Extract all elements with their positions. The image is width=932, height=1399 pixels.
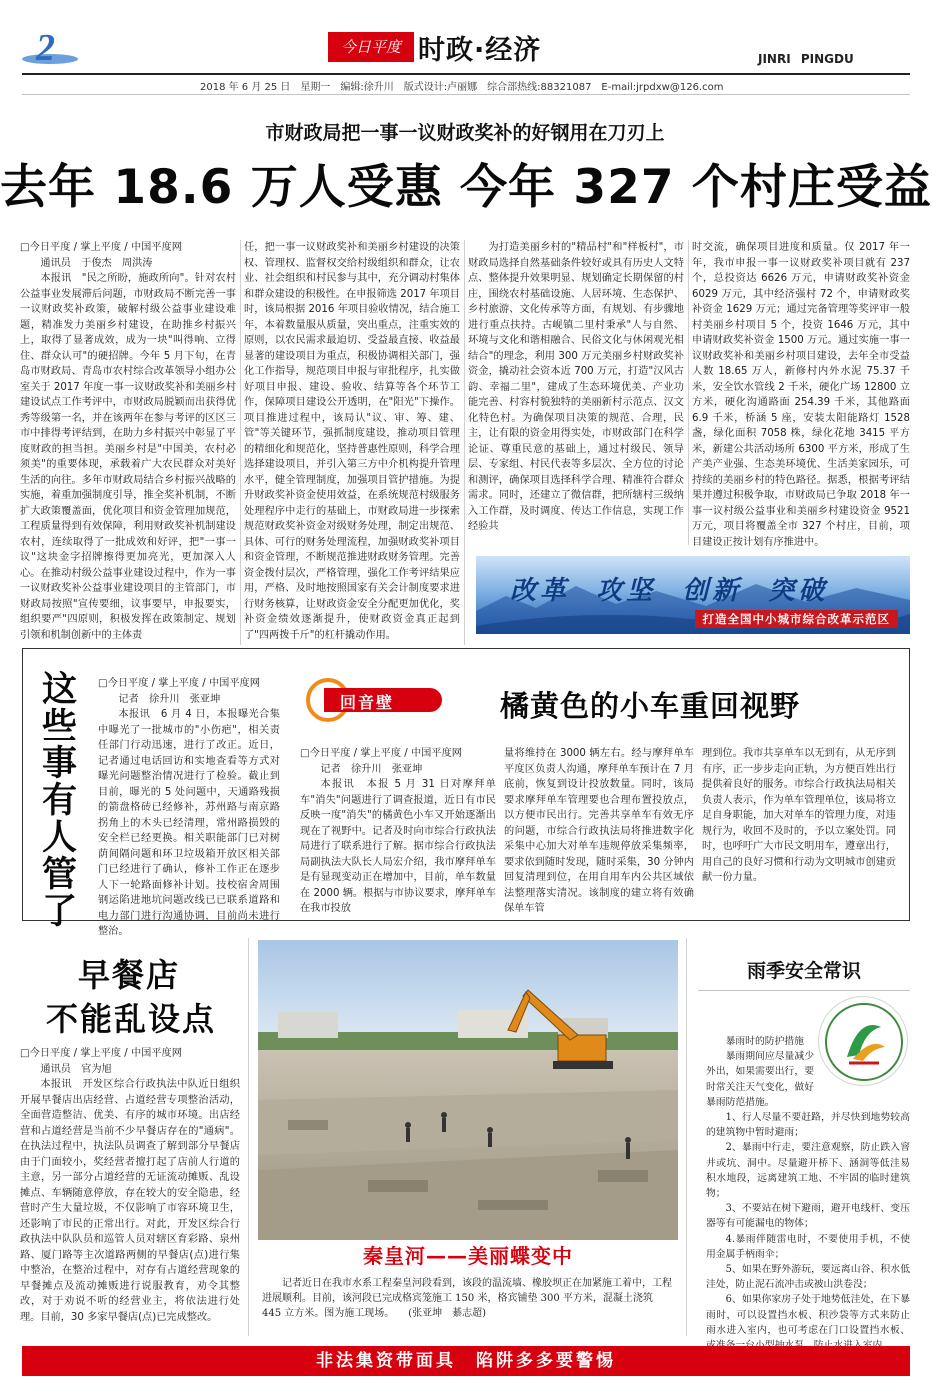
info-line: 2018 年 6 月 25 日 星期一 编辑:徐升川 版式设计:卢丽娜 综合部热线:88321087 E-mail:jrpdxw@126.com xyxy=(200,82,724,93)
construction-photo xyxy=(258,940,678,1240)
ribbon-text: 回音壁 xyxy=(340,693,395,712)
photo-credit: (张亚坤 綦志超) xyxy=(408,1308,487,1319)
rainy-item: 1、行人尽量不要赶路，并尽快到地势较高的建筑物中暂时避雨； xyxy=(706,1112,910,1139)
page-number xyxy=(20,26,80,70)
lead-column-1 xyxy=(20,240,236,645)
photo-caption-text: 记者近日在我市水系工程秦皇河段看到，该段的温流墙、橡胶坝正在加紧施工着中，工程进展顺利。目前，该河段已完成格宾笼施工 150 米，格宾铺垫 300 平方米，混凝土浇筑 445 立方米。图为施工现场。 xyxy=(262,1278,672,1319)
col-divider xyxy=(686,938,687,1336)
pinyin-title: JINRI PINGDU xyxy=(758,52,854,66)
rainy-item: 4.暴雨伴随雷电时，不要使用手机，不使用金属手柄雨伞； xyxy=(706,1233,910,1260)
footer-slogan: 非法集资带面具 陷阱多多要警惕 xyxy=(316,1351,616,1371)
breakfast-title-1: 早餐店 xyxy=(78,956,181,994)
lead-source: □今日平度 / 掌上平度 / 中国平度网 xyxy=(20,242,182,253)
photo-title: 秦皇河——美丽蝶变中 xyxy=(363,1244,573,1268)
section-title: 时政·经济 xyxy=(418,35,542,66)
lead-text-3: 为打造美丽乡村的"精品村"和"样板村"，市财政局选择自然基础条件较好或具有历史人文特点、整体提升效果明显、规划确定长期保留的村庄，围绕农村基础设施、人居环境、生态保护、乡村旅游、文化传承等方面，有规划、有步骤地进行重点扶持。古岘镇二里村秉承"人与自然、环境与文化和谐相融合、民俗文化与休闲观光相结合"的理念，利用 300 万元美丽乡村财政奖补资金，撬动社会资本近 700 万元，打造"汉风古韵、幸福二里"，建成了生态环境优美、产业功能完善、村容村貌独特的美丽新村示范点、汉文化特色村。为确保项目决策的规范、合理，民主，让有限的资金用得实处，市财政部门在科学论证、尊重民意的基础上，通过村级民、领导层、专家组、村民代表等多层次、全方位的讨论和测评，确保项目选择科学合理、精准符合群众需求。同时，还建立了微信群，把所辖村三级纳入工作群，及时调度、传达工作信息，实现工作经验共 xyxy=(468,242,684,532)
photo-caption xyxy=(262,1276,674,1321)
lead-column-4 xyxy=(692,240,910,548)
rainy-rule xyxy=(698,990,910,991)
breakfast-title-2: 不能乱设点 xyxy=(46,1000,217,1038)
rainy-title: 雨季安全常识 xyxy=(746,960,861,982)
rainy-item: 5、如果在野外游玩，要远离山谷、积水低洼处，防止泥石流冲击或被山洪卷没； xyxy=(706,1264,910,1291)
story2-text-1: 本报讯 本报 5 月 31 日对摩拜单车"消失"问题进行了调查报道，近日有市民反映一度"消失"的橘黄色小车又开始逐渐出现在了视野中。记者及时向市综合行政执法局进行了联系进行了解。据市综合行政执法局副执法大队长人局宏介绍，我市摩拜单车是有显现变动正在增加中，目前，单车数量在 2000 辆。根据与市协议要求，摩拜单车在我市投放 xyxy=(300,779,496,914)
story1-text: 本报讯 6 月 4 日，本报曝光合集中曝光了一批城市的"小伤疤"，相关责任部门行动迅速，进行了改正。近日，记者通过电话回访和实地查看等方式对曝光问题整治情况进行了检验。截止到目前，曝光的 5 处问题中，天通路残损的箭盘格砖已经修补，苏州路与南京路拐角上的木头已经清理，常州路损毁的安全栏已经更换。相关职能部门已对树荫间隔问题和环卫垃圾箱开放区相关部门已经进行了确认，修补工作正在逐步人下一轮路面修补计划。技校宿舍周围钢运陷进地坑问题改线已已联系道路和电力部门进行沟通协调，目前尚未进行整治。 xyxy=(98,709,280,937)
col-divider xyxy=(240,240,241,645)
info-rule xyxy=(22,94,910,95)
page-number-digit: 2 xyxy=(36,27,55,69)
rainy-item: 3、不要站在树下避雨，避开电线杆、变压器等有可能漏电的物体； xyxy=(706,1203,910,1230)
feedback-story-2-col-3 xyxy=(702,746,896,906)
rainy-item: 6、如果你家房子处于地势低洼处，在下暴雨时，可以设置挡水板、积沙袋等方式来防止雨水进入室内，也可考虑在门口设置挡水板、 xyxy=(706,1294,910,1336)
logo-text: 今日平度 xyxy=(340,38,401,56)
masthead-rule xyxy=(22,73,910,75)
feedback-vertical-title: 这些事有人管了 xyxy=(42,670,78,932)
banner-subtitle: 打造全国中小城市综合改革示范区 xyxy=(695,610,899,628)
feedback-story-2-col-1 xyxy=(300,746,496,914)
col-divider xyxy=(248,938,249,1336)
photo-scene xyxy=(258,940,678,1240)
rainy-subhead: 暴雨时的防护措施 xyxy=(725,1036,804,1047)
lead-headline: 去年 18.6 万人受惠 今年 327 个村庄受益 xyxy=(0,160,932,215)
lead-column-2 xyxy=(244,240,460,645)
story2-source: □今日平度 / 掌上平度 / 中国平度网 xyxy=(300,748,462,759)
breakfast-source: □今日平度 / 掌上平度 / 中国平度网 xyxy=(20,1048,182,1059)
col-divider xyxy=(688,240,689,545)
newspaper-logo xyxy=(328,32,414,62)
feedback-story-1 xyxy=(98,676,280,937)
story2-text-2: 量将维持在 3000 辆左右。经与摩拜单车平度区负责人沟通，摩拜单车预计在 7 月底前，恢复到设计投放数量。同时，该局要求摩拜单车管理要也合理布置投放点，以方便市民出行。完善共享单车有效无序的问题，市综合行政执法局将推进数字化采集中心加大对单车违规停放采集频率，要求依到随时发现，随时采集，30 分钟内回复清理到位，在用自用车内公共区域依法整理落实清况。该制度的建立将有效确保单车管 xyxy=(504,748,694,914)
lead-text-1: 本报讯 "民之所盼，施政所向"。针对农村公益事业发展滞后问题，市财政局不断完善一事一议财政奖补政策，破解村级公益事业建设难题，精准发力美丽乡村建设，在助推乡村振兴上，取得了显著成效，成为一块"叫得响、立得住、群众认可"的硬招牌。今年 5 月下旬，在青岛市财政局、青岛市农村综合改革领导小组办公室关于 2017 年度一事一议财政奖补和美丽乡村建设试点工作考评中，市财政局脱颖而出获得优秀等级第一名，并在该两年在参与考评的区区三市中排得考评结到，在助力乡村振兴中彰显了平度财政的担当担。美丽乡村是"中国美，农村必须美"的重要体现，承载着广大农民群众对美好生活的向往。多年市财政局结合乡村振兴战略的实施，着重加强制度引导，推全奖补机制，不断扩大政策覆盖面，优化项目和资金管理加规范，工程质量得到有效保障，利用财政奖补机制建设农村，连续取得了一批成效和好评，把"一事一议"这块金字招牌擦得更加亮光，更加深入人心。在推动村级公益事业建设过程中，作为一事一议财政奖补公益事业建设项目的主管部门，市财政局按照"宣传要细，议事要早，申报要实，组织要严"四原则，积极发挥在政策制定、规划引领和机制创新中的主体责 xyxy=(20,273,236,641)
rainy-body xyxy=(706,1034,910,1368)
lead-column-3 xyxy=(468,240,684,545)
story1-byline: 记者 徐升川 张亚坤 xyxy=(118,693,221,705)
rainy-item: 2、暴雨中行走，要注意观察，防止跌入窨井或坑、洞中。尽量避开桥下、涵洞等低洼易积水地段，远离建筑工地、不牢固的临时建筑物； xyxy=(706,1142,910,1200)
feedback-title: 橘黄色的小车重回视野 xyxy=(500,689,801,723)
reform-banner xyxy=(476,556,910,634)
echo-wall-ribbon xyxy=(306,678,456,722)
col-divider xyxy=(464,240,465,645)
feedback-story-2-col-2 xyxy=(504,746,694,914)
breakfast-column xyxy=(20,1046,240,1338)
footer-banner xyxy=(22,1346,910,1376)
story2-byline: 记者 徐升川 张亚坤 xyxy=(320,763,423,775)
lead-text-4: 时交流，确保项目进度和质量。仅 2017 年一年，我市申报一事一议财政奖补项目就有 237 个，总投资达 6626 万元，申请财政奖补资金 6029 万元，其中经济强村 72 个，申请财政奖补资金 1629 万元；通过完备管理等奖评审一般村美丽乡村项目 5 个，投资 1646 万元，其中申请财政奖补资金 1500 万元。通过实施一事一议财政奖补和美丽乡村项目建设，去年全市受益人数 18.65 万人，新修村内外水泥 75.37 千米，安全饮水管线 2 千米，硬化广场 12800 立方米，硬化沟通路面 254.39 千米，其他路面 6.9 千米，桥涵 5 座，安装太阳能路灯 1528 盏，绿化面积 7058 株，绿化花地 3415 平方米，新建公共活动场所 6300 平方米，形成了生产美产业强、生态美环境优、生活美家园乐，可持续的美丽乡村的特色路径。据悉，根据考评结果并遵过积极争取，市财政局已争取 2018 年一事一议村级公益事业和美丽乡村建设资金 9521 万元，项目将覆盖全市 327 个村庄，目前，项目建设正按计划有序推进中。 xyxy=(692,242,910,548)
lead-byline: 通讯员 于俊杰 周洪涛 xyxy=(40,257,153,269)
rainy-intro: 暴雨期间应尽量减少外出，如果需要出行，要时常关注天气变化，做好暴雨防范措施。 xyxy=(706,1051,814,1108)
story1-source: □今日平度 / 掌上平度 / 中国平度网 xyxy=(98,678,260,689)
lead-kicker: 市财政局把一事一议财政奖补的好钢用在刀刃上 xyxy=(265,122,665,144)
story2-text-3: 理到位。我市共享单车以无到有，从无序到有序，正一步步走向正轨，为方便百姓出行提供着良好的服务。市综合行政执法局相关负责人表示，作为单车管理单位，该局将立足自身职能，加大对单车的管理力度，对违规行为，收回不及时的，予以立案处罚。同时，也呼吁广大市民文明用车，遵章出行，用自己的良好习惯和行动为文明城市创建贡献一份力量。 xyxy=(702,748,896,883)
breakfast-byline: 通讯员 官为旭 xyxy=(40,1063,112,1075)
breakfast-text: 本报讯 开发区综合行政执法中队近日组织开展早餐店出店经营、占道经营专项整治活动，全面营造整洁、优美、有序的城市环境。出店经营和占道经营是当前不少早餐店存在的"通病"。在执法过程中，执法队员调查了解到部分早餐店由于门面较小，奖经营者擅打起了店前人行道的主意，另一部分占道经营的无证流动摊贩、乱设摊点、车辆随意停放，存在较大的安全隐患，经营时产生大量垃圾，不仅影响了市容环境卫生，还影响了市民的正常出行。对此，开发区综合行政执法中队队员和巡管人员对辖区育彩路、泉州路、厦门路等主次道路两侧的早餐店(点)进行集中整治，在整治过程中，对存有占道经营现象的早餐摊点及流动摊贩进行说服教育，劝令其整改，对于劝说不听的经营业主，将依法进行处理。目前，30 多家早餐店(点)已完成整改。 xyxy=(20,1079,240,1323)
banner-slogan: 改革 攻坚 创新 突破 xyxy=(510,576,829,606)
lead-text-2: 任，把一事一议财政奖补和美丽乡村建设的决策权、管理权、监督权交给村级组织和群众，让农业、社会组织和村民参与其中，充分调动村集体和群众建设的积极性。在申报筛选 2017 年项目时，该局根据 2016 年项目验收情况，结合施工年，本着数量服从质量，突出重点，注重实效的原则，以农民需求最迫切、受益最直接、收益最显著的建设项目为重点，积极协调相关部门，强化工作指导，规范项目申报与审批程序，扎实做好项目申报、建设、验收、结算等各个环节工作，保障项目建设公开透明，在"阳光"下操作。项目推进过程中，该局认"议、审、筹、建、管"等关键环节，强抓制度建设，推动项目管理的精细化和规范化，坚持普惠性原则，科学合理选择建设项目，并引入第三方中介机构提升管理水平，健全管理制度，加强项目管护措施。为提升财政奖补资金使用效益，在系统规范村级服务处理程序中走行的基础上，市财政局进一步探索规范财政奖补资金对级财务处理，制定出规范、具体、可行的财务处理流程，加强财政奖补项目和资金管理，不断规范推进财政财务管理。完善资金拨付层次，严格管理，强化工作考评结果应用，严格、及时地按照国家有关会计制度要求进行财务核算，让财政资金安全分配更加优化，奖补资金绩效逐渐提升，使财政资金真正起到了"四两拨千斤"的杠杆撬动作用。 xyxy=(244,242,460,641)
